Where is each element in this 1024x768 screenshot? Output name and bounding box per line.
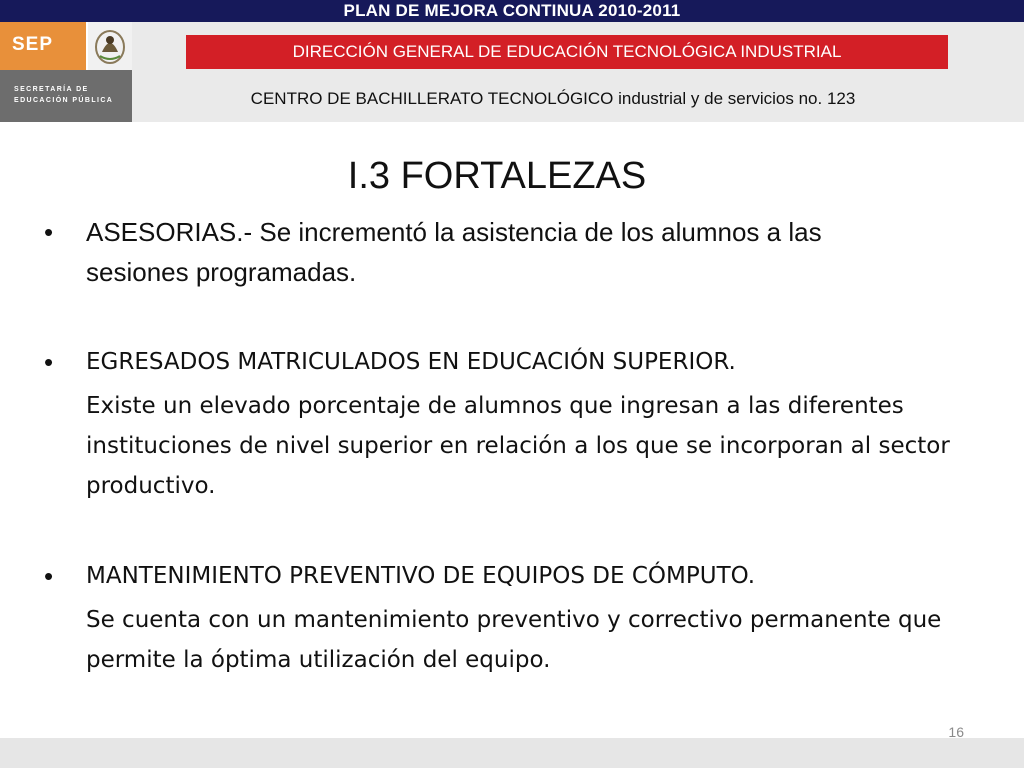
page-number: 16 <box>948 724 964 740</box>
top-banner <box>0 0 1024 22</box>
sep-logo-badge <box>0 22 86 70</box>
mexican-coat-of-arms-icon <box>92 26 128 66</box>
bullet-body: Existe un elevado porcentaje de alumnos que ingresan a las diferentes instituciones de nivel superior en relación a los que se incorporan al sector productivo. <box>86 393 950 499</box>
bullet-item-asesorias <box>44 212 964 292</box>
sep-logo-text: SEP <box>12 34 54 55</box>
bullet-icon: • <box>44 217 54 247</box>
secretaria-label: SECRETARÍA DE EDUCACIÓN PÚBLICA <box>14 86 114 104</box>
bullet-list <box>44 212 964 680</box>
sep-logo <box>0 22 132 122</box>
bullet-heading: EGRESADOS MATRICULADOS EN EDUCACIÓN SUPERIOR. <box>86 349 736 375</box>
bullet-item-egresados <box>44 342 964 506</box>
bullet-heading: MANTENIMIENTO PREVENTIVO DE EQUIPOS DE CÓMPUTO. <box>86 563 756 589</box>
direccion-title: DIRECCIÓN GENERAL DE EDUCACIÓN TECNOLÓGICA INDUSTRIAL <box>292 42 842 61</box>
bullet-item-mantenimiento <box>44 556 964 680</box>
direccion-banner <box>186 35 948 69</box>
seal-area <box>88 22 132 70</box>
secretaria-label-block <box>0 70 132 122</box>
slide-title: I.3 FORTALEZAS <box>347 155 647 197</box>
bullet-text: ASESORIAS.- Se incrementó la asistencia de los alumnos a las sesiones programadas. <box>86 217 822 287</box>
footer-band <box>0 738 1024 768</box>
centro-name: CENTRO DE BACHILLERATO TECNOLÓGICO industrial y de servicios no. 123 <box>250 89 856 108</box>
bullet-icon: • <box>44 561 54 591</box>
bullet-body: Se cuenta con un mantenimiento preventivo y correctivo permanente que permite la óptima utilización del equipo. <box>86 607 942 673</box>
plan-title: PLAN DE MEJORA CONTINUA 2010-2011 <box>343 1 681 20</box>
bullet-icon: • <box>44 347 54 377</box>
